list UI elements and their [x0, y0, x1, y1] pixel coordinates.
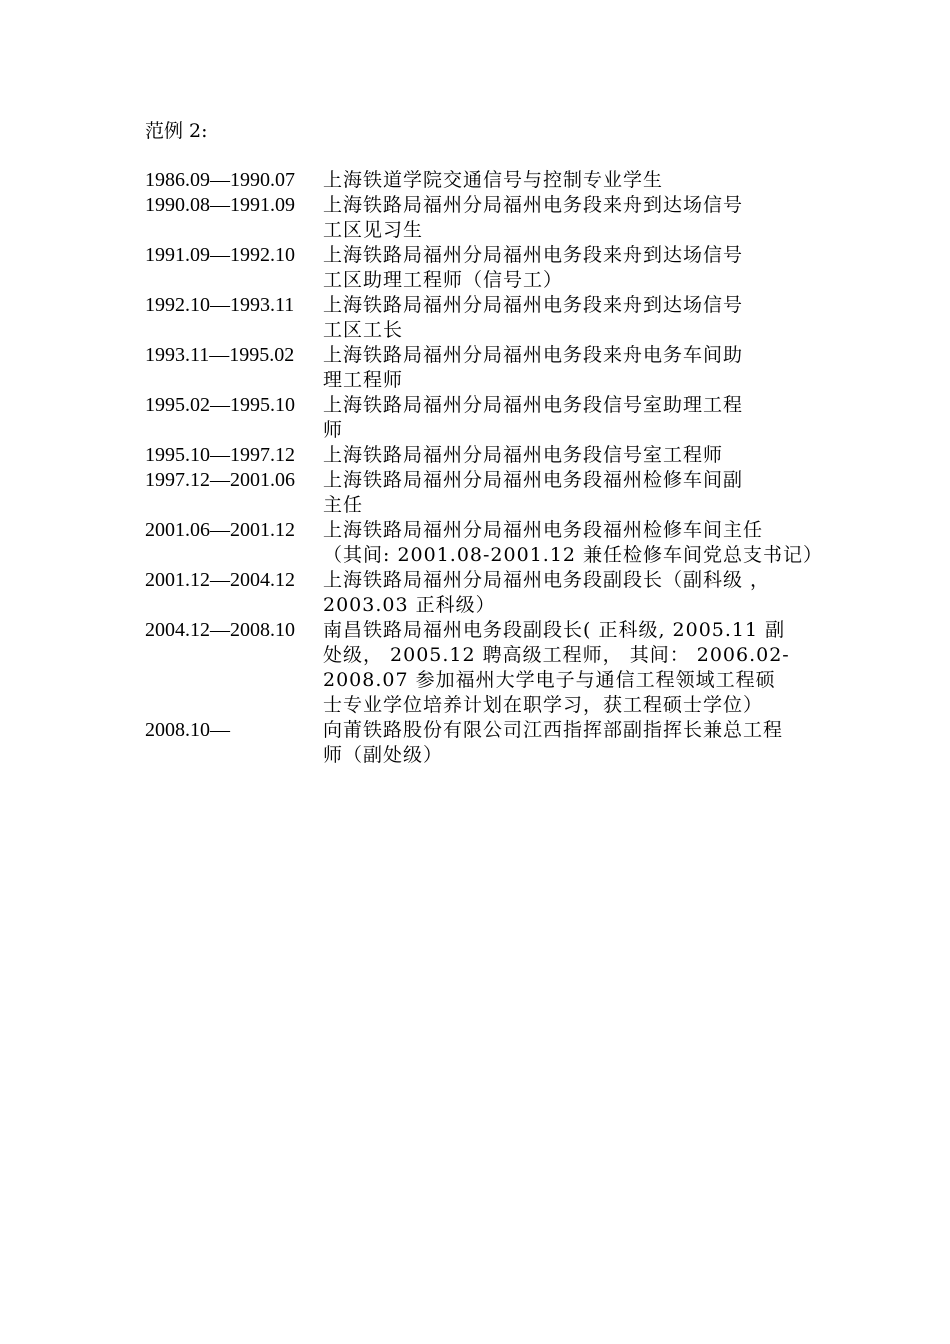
resume-entry [145, 443, 825, 468]
entry-description-line: 上海铁路局福州分局福州电务段来舟电务车间助 [323, 344, 744, 366]
entry-description-line: 上海铁路局福州分局福州电务段来舟到达场信号 [323, 194, 744, 216]
entry-description-line: 上海铁路局福州分局福州电务段福州检修车间主任 [323, 519, 764, 541]
entry-description-line: 2003.03 正科级） [323, 594, 496, 616]
entry-date: 1997.12—2001.06 [145, 469, 295, 491]
entry-description-line: 工区工长 [323, 319, 404, 341]
entry-date: 1990.08—1991.09 [145, 194, 295, 216]
entry-description [323, 518, 824, 568]
entry-description [323, 343, 807, 393]
entry-description-line: 向莆铁路股份有限公司江西指挥部副指挥长兼总工程 [323, 719, 784, 741]
resume-entry [145, 568, 825, 618]
resume-entry [145, 518, 825, 568]
entry-description-line: 理工程师 [323, 369, 404, 391]
entry-description [323, 393, 807, 443]
entry-description-line: 师（副处级） [323, 744, 444, 766]
entry-description [323, 468, 807, 518]
entry-date: 1995.02—1995.10 [145, 394, 295, 416]
entry-date: 2004.12—2008.10 [145, 619, 295, 641]
resume-entries [145, 168, 825, 768]
entry-description-line: 上海铁道学院交通信号与控制专业学生 [323, 169, 664, 191]
resume-entry [145, 468, 825, 518]
example-heading: 范例 2: [145, 120, 208, 142]
resume-entry [145, 243, 825, 293]
resume-entry [145, 168, 825, 193]
entry-description [323, 193, 807, 243]
entry-description-line: 南昌铁路局福州电务段副段长( 正科级, 2005.11 副 [323, 619, 786, 641]
entry-description [323, 618, 807, 718]
entry-date: 2001.06—2001.12 [145, 519, 295, 541]
resume-entry [145, 393, 825, 443]
entry-description [323, 168, 807, 193]
entry-description-line: 师 [323, 419, 344, 441]
entry-description-line: 主任 [323, 494, 364, 516]
entry-description-line: 上海铁路局福州分局福州电务段来舟到达场信号 [323, 244, 744, 266]
entry-description-line: 上海铁路局福州分局福州电务段来舟到达场信号 [323, 294, 744, 316]
document-page [145, 118, 825, 768]
entry-description [323, 293, 807, 343]
entry-date: 1992.10—1993.11 [145, 294, 295, 316]
entry-description-line: （其间: 2001.08-2001.12 兼任检修车间党总支书记） [323, 544, 824, 566]
resume-entry [145, 718, 825, 768]
resume-entry [145, 193, 825, 243]
entry-description-line: 上海铁路局福州分局福州电务段信号室工程师 [323, 444, 724, 466]
entry-date: 2008.10— [145, 719, 230, 741]
entry-description [323, 568, 807, 618]
entry-date: 1995.10—1997.12 [145, 444, 295, 466]
entry-date: 1993.11—1995.02 [145, 344, 295, 366]
entry-description-line: 工区见习生 [323, 219, 424, 241]
entry-description-line: 上海铁路局福州分局福州电务段福州检修车间副 [323, 469, 744, 491]
entry-date: 2001.12—2004.12 [145, 569, 295, 591]
resume-entry [145, 293, 825, 343]
resume-entry [145, 343, 825, 393]
entry-date: 1986.09—1990.07 [145, 169, 295, 191]
entry-description-line: 2008.07 参加福州大学电子与通信工程领域工程硕 [323, 669, 776, 691]
entry-description-line: 士专业学位培养计划在职学习，获工程硕士学位） [323, 694, 764, 716]
entry-description-line: 处级， 2005.12 聘高级工程师， 其间： 2006.02- [323, 644, 790, 666]
entry-description [323, 718, 807, 768]
entry-description-line: 上海铁路局福州分局福州电务段信号室助理工程 [323, 394, 744, 416]
entry-description-line: 上海铁路局福州分局福州电务段副段长（副科级 ， [323, 569, 771, 591]
resume-entry [145, 618, 825, 718]
entry-description [323, 443, 807, 468]
entry-description-line: 工区助理工程师（信号工） [323, 269, 564, 291]
entry-description [323, 243, 807, 293]
entry-date: 1991.09—1992.10 [145, 244, 295, 266]
